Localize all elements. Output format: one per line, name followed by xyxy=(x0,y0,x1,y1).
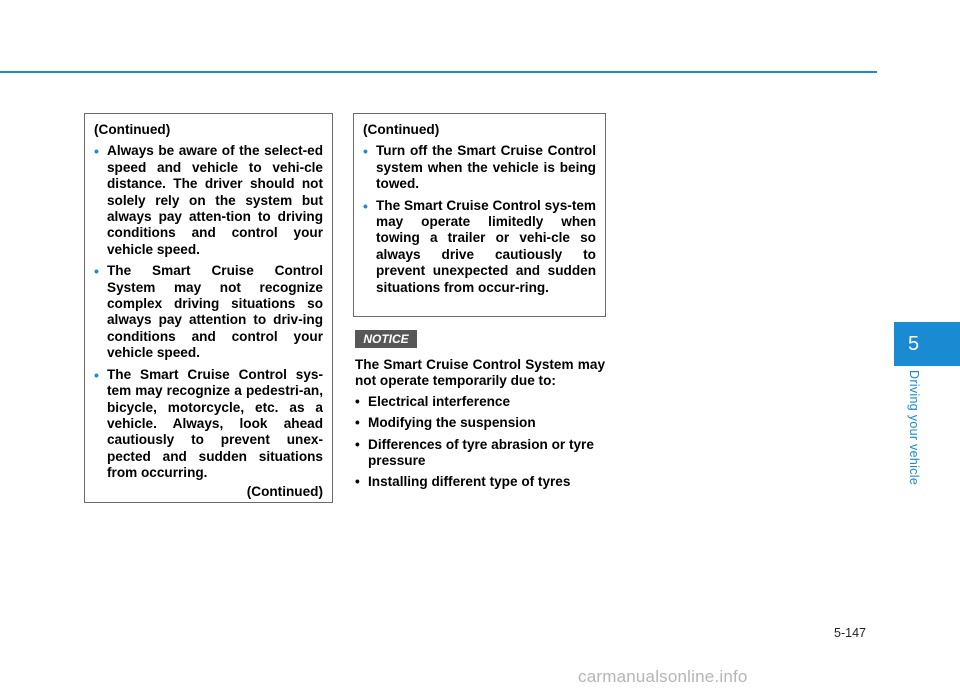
notice-badge: NOTICE xyxy=(355,330,417,348)
warning-bullet xyxy=(363,198,596,296)
chapter-title: Driving your vehicle xyxy=(907,370,921,486)
warning-bullet xyxy=(363,143,596,192)
notice-item-text: Installing different type of tyres xyxy=(368,474,571,490)
chapter-number-tab: 5 xyxy=(894,322,960,366)
warning-bullet xyxy=(94,263,323,361)
bullet-icon: • xyxy=(94,366,99,383)
notice-item-text: Modifying the suspension xyxy=(368,415,536,431)
warning-bullet-text: The Smart Cruise Control sys-tem may operate limitedly when towing a trailer or vehi-cle so always drive cautiously to prevent unexpected and sudden situations from occur-ring. xyxy=(376,197,596,295)
header-rule xyxy=(0,71,877,73)
warning-bullet-text: The Smart Cruise Control System may not recognize complex driving situations so always pay attention to driv-ing conditions and control your vehicle speed. xyxy=(107,263,323,361)
continued-label: (Continued) xyxy=(94,122,171,137)
notice-section xyxy=(355,357,605,496)
warning-box-left xyxy=(84,113,333,503)
bullet-icon: • xyxy=(94,143,99,160)
continued-label: (Continued) xyxy=(246,483,323,499)
warning-bullet-text: Turn off the Smart Cruise Control system when the vehicle is being towed. xyxy=(376,143,596,192)
notice-item-text: Electrical interference xyxy=(368,393,511,409)
notice-item xyxy=(355,394,605,410)
warning-bullet xyxy=(94,143,323,258)
notice-item-text: Differences of tyre abrasion or tyre pressure xyxy=(368,436,594,469)
notice-item xyxy=(355,437,605,470)
warning-box-right xyxy=(353,113,606,317)
bullet-icon: • xyxy=(355,474,360,490)
warning-bullet-text: The Smart Cruise Control sys-tem may recognize a pedestri-an, bicycle, motorcycle, etc. as a vehicle. Always, look ahead cautiously to prevent unex-pected and sudden situations from occurring. xyxy=(107,366,323,481)
bullet-icon: • xyxy=(355,415,360,431)
page-number: 5-147 xyxy=(834,626,866,640)
notice-item xyxy=(355,415,605,431)
notice-item xyxy=(355,474,605,490)
bullet-icon: • xyxy=(363,197,368,214)
warning-bullet xyxy=(94,367,323,482)
bullet-icon: • xyxy=(94,263,99,280)
bullet-icon: • xyxy=(363,143,368,160)
bullet-icon: • xyxy=(355,436,360,452)
continued-label: (Continued) xyxy=(363,122,440,137)
notice-intro: The Smart Cruise Control System may not operate temporarily due to: xyxy=(355,357,605,389)
warning-bullet-text: Always be aware of the select-ed speed and vehicle to vehi-cle distance. The driver should not solely rely on the system but always pay atten-tion to driving conditions and control your vehicle speed. xyxy=(107,143,323,257)
watermark: carmanualsonline.info xyxy=(578,667,748,686)
bullet-icon: • xyxy=(355,393,360,409)
